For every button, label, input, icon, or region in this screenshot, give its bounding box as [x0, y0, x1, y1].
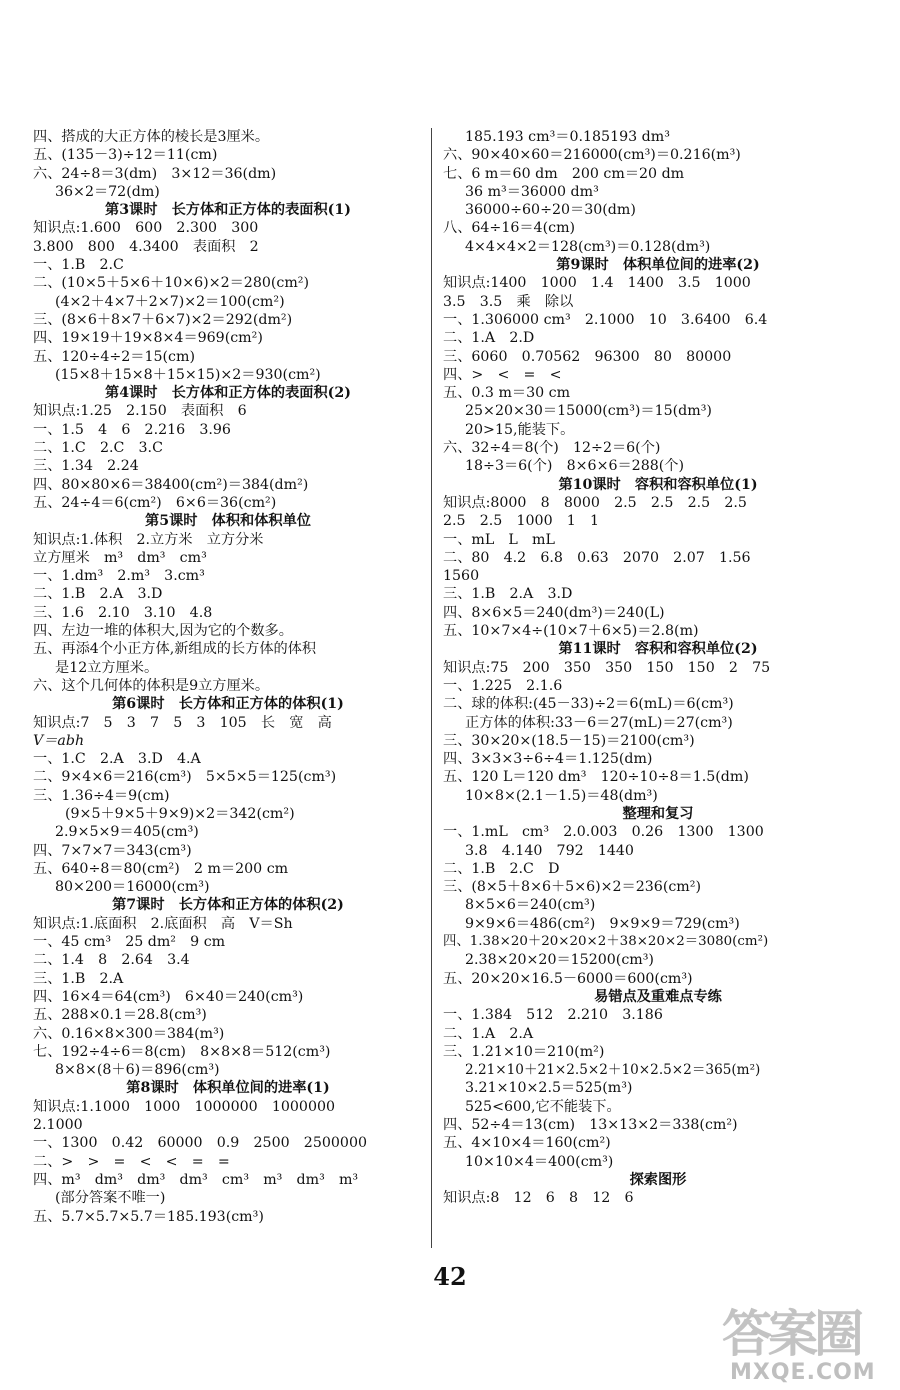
answer-line: 一、1.5 4 6 2.216 3.96: [33, 421, 231, 438]
page-number: 42: [433, 1262, 467, 1291]
answer-line: 10×8×(2.1－1.5)＝48(dm³): [465, 787, 658, 804]
answer-line: 六、90×40×60＝216000(cm³)＝0.216(m³): [443, 147, 741, 164]
answer-line: 四、1.38×20＋20×20×2＋38×20×2＝3080(cm²): [443, 934, 769, 950]
answer-line: 三、1.21×10＝210(m²): [443, 1043, 605, 1060]
lesson-heading: 第5课时 体积和体积单位: [145, 513, 311, 530]
answer-line: 四、m³ dm³ dm³ dm³ cm³ m³ dm³ m³: [33, 1171, 359, 1188]
answer-line: 一、1.384 512 2.210 3.186: [443, 1007, 663, 1024]
answer-line: 五、288×0.1＝28.8(cm³): [33, 1007, 207, 1024]
answer-line: 二、80 4.2 6.8 0.63 2070 2.07 1.56: [443, 549, 751, 566]
answer-line: 四、80×80×6＝38400(cm²)＝384(dm²): [33, 476, 309, 493]
answer-line: 五、4×10×4＝160(cm²): [443, 1135, 611, 1152]
answer-line: 知识点:1.1000 1000 1000000 1000000: [33, 1098, 336, 1115]
answer-line: 五、120 L＝120 dm³ 120÷10÷8＝1.5(dm): [443, 769, 749, 786]
answer-line: 四、8×6×5＝240(dm³)＝240(L): [443, 604, 665, 621]
answer-line: 8×8×(8＋6)＝896(cm³): [55, 1062, 220, 1079]
answer-line: 四、52÷4＝13(cm) 13×13×2＝338(cm²): [443, 1117, 738, 1134]
answer-line: 三、(8×5＋8×6＋5×6)×2＝236(cm²): [443, 879, 701, 896]
answer-line: 四、7×7×7＝343(cm³): [33, 842, 192, 859]
lesson-heading: 第9课时 体积单位间的进率(2): [556, 257, 760, 274]
answer-line: 一、1.C 2.A 3.D 4.A: [33, 751, 201, 768]
answer-line: 一、1.306000 cm³ 2.1000 10 3.6400 6.4: [443, 311, 768, 328]
answer-line: 二、1.A 2.D: [443, 330, 535, 347]
answer-line: 五、20×20×16.5－6000＝600(cm³): [443, 970, 693, 987]
answer-line: 知识点:8 12 6 8 12 6: [443, 1190, 634, 1207]
answer-line: 3.21×10×2.5＝525(m³): [465, 1080, 633, 1097]
section-heading: 易错点及重难点专练: [594, 988, 722, 1005]
answer-line: 一、1.dm³ 2.m³ 3.cm³: [33, 568, 205, 585]
right-column: [443, 128, 873, 1208]
answer-line: 四、左边一堆的体积大,因为它的个数多。: [33, 623, 293, 640]
lesson-heading: 第3课时 长方体和正方体的表面积(1): [105, 202, 351, 219]
answer-line: 525<600,它不能装下。: [465, 1098, 621, 1115]
answer-line: 一、1300 0.42 60000 0.9 2500 2500000: [33, 1135, 367, 1152]
answer-line: 二、9×4×6＝216(cm³) 5×5×5＝125(cm³): [33, 769, 337, 786]
answer-line: 二、1.4 8 2.64 3.4: [33, 952, 190, 969]
answer-line: 2.5 2.5 1000 1 1: [443, 513, 600, 530]
section-heading: 探索图形: [629, 1171, 687, 1188]
answer-line: 七、6 m＝60 dm 200 cm＝20 dm: [443, 165, 685, 182]
section-heading: 整理和复习: [622, 805, 694, 822]
answer-line: 三、1.6 2.10 3.10 4.8: [33, 604, 213, 621]
answer-line: 2.1000: [33, 1117, 83, 1134]
answer-line: 三、6060 0.70562 96300 80 80000: [443, 348, 732, 365]
answer-line: 1560: [443, 568, 480, 585]
answer-line: 四、> < = <: [443, 366, 562, 383]
answer-line: 三、1.B 2.A 3.D: [443, 586, 573, 603]
lesson-heading: 第8课时 体积单位间的进率(1): [126, 1080, 330, 1097]
answer-line: 四、16×4＝64(cm³) 6×40＝240(cm³): [33, 988, 304, 1005]
answer-line: 二、1.B 2.C D: [443, 860, 560, 877]
answer-line: 36000÷60÷20＝30(dm): [465, 202, 636, 219]
answer-line: (9×5＋9×5＋9×9)×2＝342(cm²): [65, 805, 295, 822]
answer-line: V＝abh: [33, 732, 85, 749]
answer-line: 三、30×20×(18.5－15)＝2100(cm³): [443, 732, 695, 749]
column-divider: [431, 128, 432, 1248]
watermark-url: MXQE.COM: [730, 1360, 876, 1385]
answer-line: 是12立方厘米。: [55, 659, 159, 676]
answer-line: 知识点:8000 8 8000 2.5 2.5 2.5 2.5: [443, 494, 747, 511]
lesson-heading: 第4课时 长方体和正方体的表面积(2): [105, 385, 351, 402]
answer-line: 五、120÷4÷2＝15(cm): [33, 348, 195, 365]
answer-line: 五、再添4个小正方体,新组成的长方体的体积: [33, 641, 317, 658]
answer-line: 二、1.B 2.A 3.D: [33, 586, 163, 603]
answer-line: 三、1.34 2.24: [33, 458, 139, 475]
answer-line: 8×5×6＝240(cm³): [465, 897, 596, 914]
answer-line: 六、这个几何体的体积是9立方厘米。: [33, 677, 270, 694]
answer-line: (部分答案不唯一): [55, 1190, 166, 1207]
answer-line: 18÷3＝6(个) 8×6×6＝288(个): [465, 458, 685, 475]
lesson-heading: 第10课时 容积和容积单位(1): [558, 476, 758, 493]
lesson-heading: 第11课时 容积和容积单位(2): [558, 641, 758, 658]
answer-line: 五、5.7×5.7×5.7＝185.193(cm³): [33, 1208, 264, 1225]
answer-line: 立方厘米 m³ dm³ cm³: [33, 549, 207, 566]
lesson-heading: 第7课时 长方体和正方体的体积(2): [112, 897, 344, 914]
answer-line: 36×2＝72(dm): [55, 183, 160, 200]
answer-line: 知识点:75 200 350 350 150 150 2 75: [443, 659, 771, 676]
answer-line: 五、(135－3)÷12＝11(cm): [33, 147, 218, 164]
answer-line: 三、1.36÷4＝9(cm): [33, 787, 170, 804]
answer-line: 一、mL L mL: [443, 531, 555, 548]
answer-line: 八、64÷16＝4(cm): [443, 220, 576, 237]
watermark: [722, 1305, 900, 1390]
answer-line: 五、640÷8＝80(cm²) 2 m＝200 cm: [33, 860, 289, 877]
answer-line: 20>15,能装下。: [465, 421, 575, 438]
answer-line: 9×9×6＝486(cm²) 9×9×9＝729(cm³): [465, 915, 740, 932]
answer-line: 二、> > = < < = =: [33, 1153, 230, 1170]
answer-line: 一、1.mL cm³ 2.0.003 0.26 1300 1300: [443, 824, 764, 841]
answer-line: 2.38×20×20＝15200(cm³): [465, 952, 654, 969]
answer-line: 知识点:7 5 3 7 5 3 105 长 宽 高: [33, 714, 332, 731]
left-column: [33, 128, 423, 1226]
answer-line: 知识点:1.底面积 2.底面积 高 V＝Sh: [33, 915, 293, 932]
answer-line: 四、搭成的大正方体的棱长是3厘米。: [33, 129, 270, 145]
answer-line: 2.9×5×9＝405(cm³): [55, 824, 199, 841]
answer-line: 3.8 4.140 792 1440: [465, 842, 634, 859]
answer-line: 一、1.B 2.C: [33, 257, 124, 274]
answer-line: 六、32÷4＝8(个) 12÷2＝6(个): [443, 440, 661, 457]
lesson-heading: 第6课时 长方体和正方体的体积(1): [112, 696, 344, 713]
answer-line: 10×10×4＝400(cm³): [465, 1153, 614, 1170]
answer-line: 4×4×4×2＝128(cm³)＝0.128(dm³): [465, 238, 711, 255]
answer-line: 三、1.B 2.A: [33, 970, 124, 987]
answer-line: 六、24÷8＝3(dm) 3×12＝36(dm): [33, 165, 277, 182]
answer-line: 六、0.16×8×300＝384(m³): [33, 1025, 225, 1042]
answer-line: 四、19×19＋19×8×4＝969(cm²): [33, 330, 263, 347]
answer-line: 知识点:1.25 2.150 表面积 6: [33, 403, 247, 420]
answer-line: 3.800 800 4.3400 表面积 2: [33, 238, 259, 255]
answer-line: 一、45 cm³ 25 dm² 9 cm: [33, 934, 226, 951]
answer-line: (4×2＋4×7＋2×7)×2＝100(cm²): [55, 293, 285, 310]
answer-line: 正方体的体积:33－6＝27(mL)＝27(cm³): [465, 714, 733, 731]
answer-line: 知识点:1.600 600 2.300 300: [33, 220, 259, 237]
watermark-logo: 答案圈: [722, 1305, 860, 1363]
answer-line: 五、0.3 m＝30 cm: [443, 385, 571, 402]
answer-line: 知识点:1.体积 2.立方米 立方分米: [33, 531, 264, 548]
answer-line: 七、192÷4÷6＝8(cm) 8×8×8＝512(cm³): [33, 1043, 331, 1060]
answer-line: 二、球的体积:(45－33)÷2＝6(mL)＝6(cm³): [443, 696, 734, 713]
answer-line: 二、(10×5＋5×6＋10×6)×2＝280(cm²): [33, 275, 310, 292]
answer-line: 3.5 3.5 乘 除以: [443, 293, 574, 310]
answer-line: 2.21×10＋21×2.5×2＋10×2.5×2＝365(m²): [465, 1062, 761, 1079]
answer-line: 知识点:1400 1000 1.4 1400 3.5 1000: [443, 275, 751, 292]
answer-line: 二、1.A 2.A: [443, 1025, 534, 1042]
answer-line: 五、10×7×4÷(10×7＋6×5)＝2.8(m): [443, 623, 699, 640]
answer-line: 三、(8×6＋8×7＋6×7)×2＝292(dm²): [33, 311, 293, 328]
answer-line: (15×8＋15×8＋15×15)×2＝930(cm²): [55, 366, 321, 383]
answer-line: 五、24÷4＝6(cm²) 6×6＝36(cm²): [33, 494, 277, 511]
answer-line: 一、1.225 2.1.6: [443, 677, 563, 694]
answer-line: 185.193 cm³＝0.185193 dm³: [465, 129, 670, 145]
answer-line: 二、1.C 2.C 3.C: [33, 440, 163, 457]
answer-line: 四、3×3×3÷6÷4＝1.125(dm): [443, 751, 653, 768]
answer-line: 36 m³＝36000 dm³: [465, 183, 599, 200]
answer-line: 80×200＝16000(cm³): [55, 879, 210, 896]
answer-line: 25×20×30＝15000(cm³)＝15(dm³): [465, 403, 712, 420]
